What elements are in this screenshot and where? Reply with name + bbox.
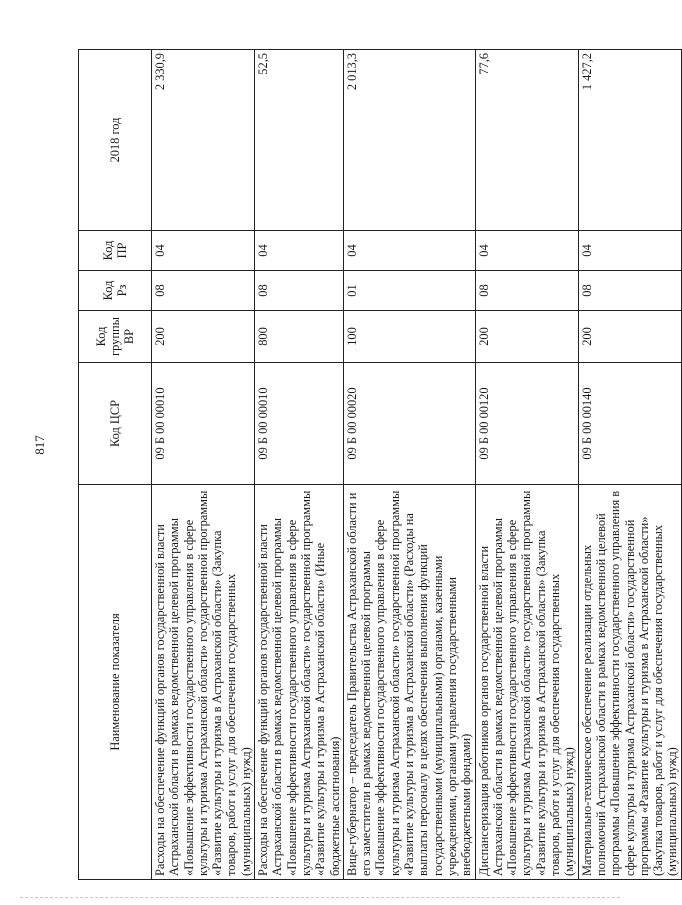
row-name: Расходы на обеспечение функций органов государственной власти Астраханской области в рамках ведомственной целевой программы «Повышение эффективности государственного управления в сфере культуры и туризма Астраханской области» государственной программы «Развитие культуры и туризма в Астраханской области» (Закупка товаров, работ и услуг для обеспечения государственных (муниципальных) нужд) <box>152 485 255 880</box>
header-pr-code: Код ПР <box>79 231 152 271</box>
row-amount: 52,5 <box>255 50 344 231</box>
row-vr-code: 100 <box>343 311 475 363</box>
row-name: Диспансеризация работников органов государственной власти Астраханской области в рамках ведомственной целевой программы «Повышение эффективности государственного управления в сфере культуры и туризма Астраханской области» государственной программы «Развитие культуры и туризма в Астраханской области» (Закупка товаров, работ и услуг для обеспечения государственных (муниципальных) нужд) <box>475 485 578 880</box>
row-name: Вице-губернатор – председатель Правительства Астраханской области и его заместители в рамках ведомственной целевой программы «Повышение эффективности государственного управления в сфере культуры и туризма Астраханской области» государственной программы «Развитие культуры и туризма в Астраханской области» (Расходы на выплаты персоналу в целях обеспечения выполнения функций государственными (муниципальными) органами, казенными учреждениями, органами управления государственными внебюджетными фондами) <box>343 485 475 880</box>
row-rz-code: 08 <box>152 271 255 311</box>
page-number: 817 <box>32 435 47 455</box>
row-name: Материально-техническое обеспечение реализации отдельных полномочий Астраханской области в рамках ведомственной целевой программы «Повышение эффективности государственного управления в сфере культуры и туризма Астраханской области» государственной программы «Развитие культуры и туризма в Астраханской области» (Закупка товаров, работ и услуг для обеспечения государственных (муниципальных) нужд) <box>578 485 681 880</box>
row-rz-code: 08 <box>578 271 681 311</box>
row-vr-code: 200 <box>578 311 681 363</box>
row-pr-code: 04 <box>475 231 578 271</box>
row-amount: 77,6 <box>475 50 578 231</box>
row-vr-code: 800 <box>255 311 344 363</box>
row-name: Расходы на обеспечение функций органов государственной власти Астраханской области в рамках ведомственной целевой программы «Повышение эффективности государственного управления в сфере культуры и туризма Астраханской области» государственной программы «Развитие культуры и туризма в Астраханской области» (Иные бюджетные ассигнования) <box>255 485 344 880</box>
row-csr-code: 09 Б 00 00020 <box>343 363 475 485</box>
row-pr-code: 04 <box>343 231 475 271</box>
row-amount: 2 330,9 <box>152 50 255 231</box>
header-amount-2018: 2018 год <box>79 50 152 231</box>
header-rz-code: Код Рз <box>79 271 152 311</box>
header-name: Наименование показателя <box>79 485 152 880</box>
row-csr-code: 09 Б 00 00120 <box>475 363 578 485</box>
table-row <box>475 50 578 880</box>
row-vr-code: 200 <box>152 311 255 363</box>
row-csr-code: 09 Б 00 00140 <box>578 363 681 485</box>
row-rz-code: 08 <box>255 271 344 311</box>
row-rz-code: 08 <box>475 271 578 311</box>
table-row <box>255 50 344 880</box>
budget-table <box>78 49 682 880</box>
row-pr-code: 04 <box>255 231 344 271</box>
row-amount: 2 013,3 <box>343 50 475 231</box>
table-row <box>343 50 475 880</box>
row-csr-code: 09 Б 00 00010 <box>152 363 255 485</box>
table-row <box>152 50 255 880</box>
row-vr-code: 200 <box>475 311 578 363</box>
row-amount: 1 427,2 <box>578 50 681 231</box>
scan-edge-line <box>20 897 620 898</box>
row-pr-code: 04 <box>152 231 255 271</box>
table-row <box>578 50 681 880</box>
header-vr-code: Код группы ВР <box>79 311 152 363</box>
table-header-row <box>79 50 152 880</box>
row-csr-code: 09 Б 00 00010 <box>255 363 344 485</box>
header-csr-code: Код ЦСР <box>79 363 152 485</box>
row-pr-code: 04 <box>578 231 681 271</box>
rotated-page-content <box>78 50 680 880</box>
row-rz-code: 01 <box>343 271 475 311</box>
